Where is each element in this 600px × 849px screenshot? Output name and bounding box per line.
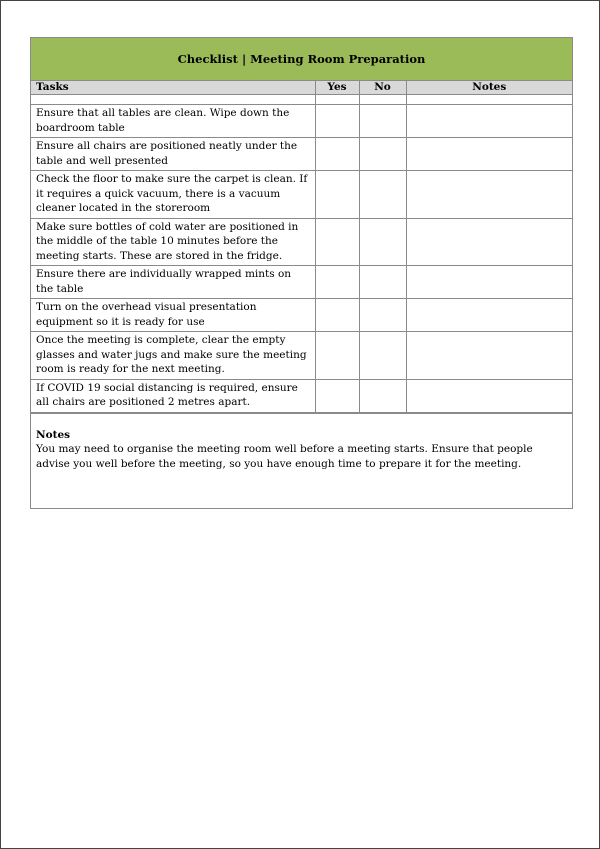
table-row (31, 171, 572, 219)
table-row (31, 332, 572, 380)
no-cell[interactable] (359, 105, 406, 138)
checklist-table (31, 81, 572, 413)
yes-cell[interactable] (315, 299, 359, 332)
notes-cell[interactable] (406, 332, 572, 380)
notes-column-header: Notes (406, 81, 572, 95)
yes-column-header: Yes (315, 81, 359, 95)
spacer-row (31, 95, 572, 105)
task-cell: If COVID 19 social distancing is required, ensure all chairs are positioned 2 metres apart. (31, 379, 315, 412)
notes-heading: Notes (36, 428, 71, 441)
checklist-title: Checklist | Meeting Room Preparation (31, 38, 572, 81)
no-cell[interactable] (359, 379, 406, 412)
notes-section (31, 413, 572, 508)
task-cell: Once the meeting is complete, clear the empty glasses and water jugs and make sure the meeting room is ready for the next meeting. (31, 332, 315, 380)
notes-cell[interactable] (406, 379, 572, 412)
yes-cell[interactable] (315, 218, 359, 266)
yes-cell[interactable] (315, 105, 359, 138)
yes-cell[interactable] (315, 266, 359, 299)
no-cell[interactable] (359, 218, 406, 266)
task-cell: Ensure that all tables are clean. Wipe down the boardroom table (31, 105, 315, 138)
yes-cell[interactable] (315, 379, 359, 412)
no-cell[interactable] (359, 138, 406, 171)
notes-cell[interactable] (406, 105, 572, 138)
table-row (31, 379, 572, 412)
no-cell[interactable] (359, 299, 406, 332)
task-cell: Make sure bottles of cold water are positioned in the middle of the table 10 minutes before the meeting starts. These are stored in the fridge. (31, 218, 315, 266)
no-cell[interactable] (359, 332, 406, 380)
table-row (31, 138, 572, 171)
spacer-cell (31, 95, 315, 105)
no-cell[interactable] (359, 266, 406, 299)
no-column-header: No (359, 81, 406, 95)
notes-text: You may need to organise the meeting room well before a meeting starts. Ensure that people advise you well before the meeting, so you have enough time to prepare it for the meeting. (36, 443, 533, 470)
table-row (31, 299, 572, 332)
header-row (31, 81, 572, 95)
table-row (31, 218, 572, 266)
no-cell[interactable] (359, 171, 406, 219)
table-row (31, 266, 572, 299)
notes-cell[interactable] (406, 266, 572, 299)
checklist-sheet (30, 37, 573, 509)
notes-cell[interactable] (406, 218, 572, 266)
task-cell: Check the floor to make sure the carpet is clean. If it requires a quick vacuum, there is a vacuum cleaner located in the storeroom (31, 171, 315, 219)
spacer-cell (315, 95, 359, 105)
task-cell: Ensure all chairs are positioned neatly under the table and well presented (31, 138, 315, 171)
yes-cell[interactable] (315, 138, 359, 171)
task-cell: Turn on the overhead visual presentation equipment so it is ready for use (31, 299, 315, 332)
tasks-column-header: Tasks (31, 81, 315, 95)
yes-cell[interactable] (315, 332, 359, 380)
notes-cell[interactable] (406, 171, 572, 219)
spacer-cell (359, 95, 406, 105)
yes-cell[interactable] (315, 171, 359, 219)
table-row (31, 105, 572, 138)
task-cell: Ensure there are individually wrapped mints on the table (31, 266, 315, 299)
notes-cell[interactable] (406, 299, 572, 332)
notes-cell[interactable] (406, 138, 572, 171)
spacer-cell (406, 95, 572, 105)
